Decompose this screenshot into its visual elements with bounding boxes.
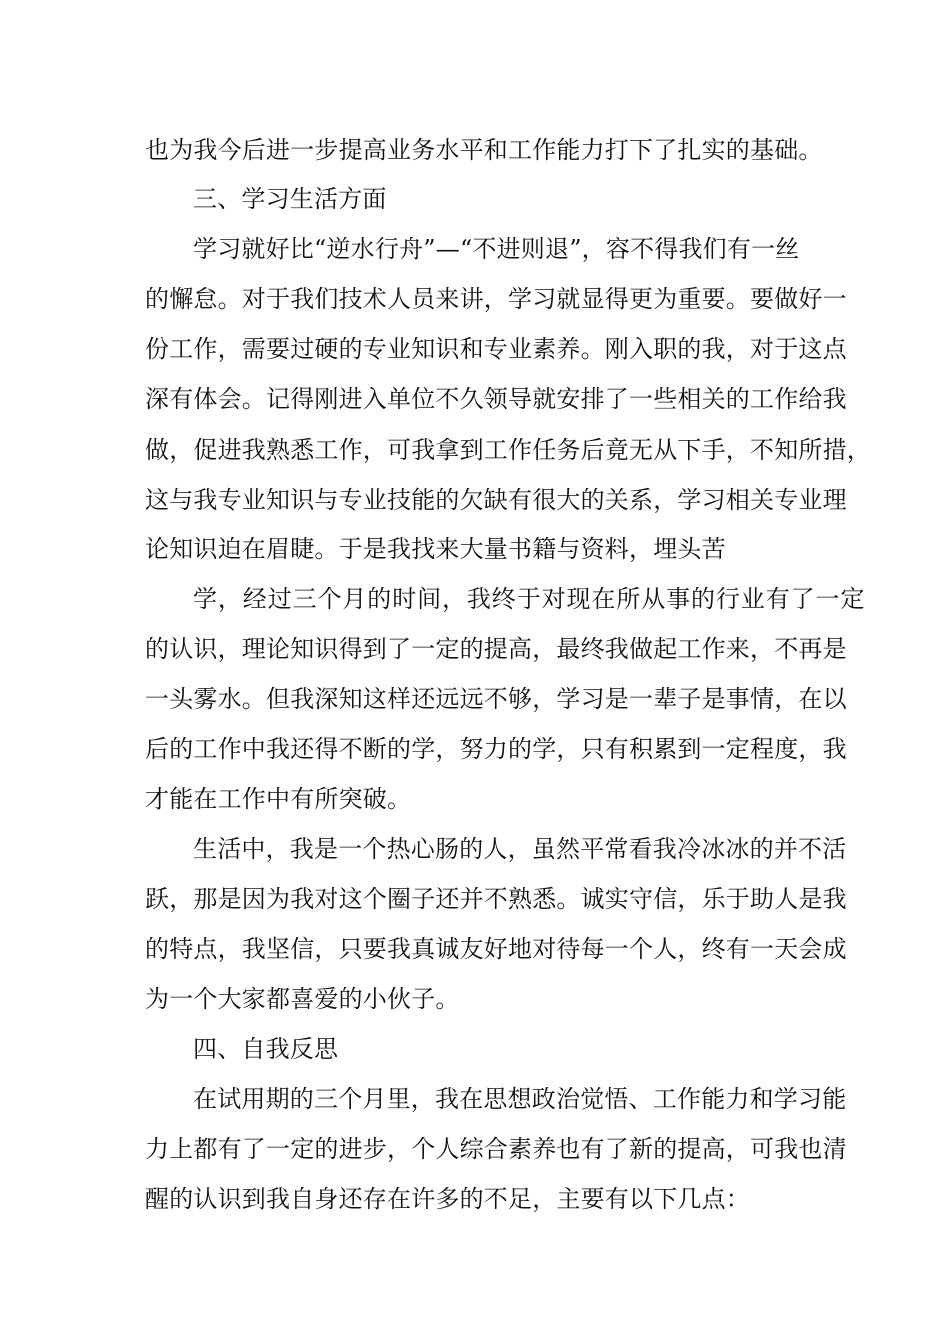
paragraph-line: 力上都有了一定的进步，个人综合素养也有了新的提高，可我也清 <box>145 1135 847 1163</box>
paragraph-line: 为一个大家都喜爱的小伙子。 <box>145 985 460 1013</box>
section-heading-study-life: 三、学习生活方面 <box>193 185 387 213</box>
paragraph-line: 学习就好比“逆水行舟”—“不进则退”，容不得我们有一丝 <box>193 235 800 263</box>
paragraph-line: 的懈怠。对于我们技术人员来讲，学习就显得更为重要。要做好一 <box>145 285 847 313</box>
paragraph-line: 也为我今后进一步提高业务水平和工作能力打下了扎实的基础。 <box>145 136 823 164</box>
paragraph-line: 这与我专业知识与专业技能的欠缺有很大的关系，学习相关专业理 <box>145 486 847 514</box>
paragraph-line: 后的工作中我还得不断的学，努力的学，只有积累到一定程度，我 <box>145 735 847 763</box>
paragraph-line: 的认识，理论知识得到了一定的提高，最终我做起工作来，不再是 <box>145 635 847 663</box>
paragraph-line: 醒的认识到我自身还存在许多的不足，主要有以下几点： <box>145 1185 750 1213</box>
paragraph-line: 跃，那是因为我对这个圈子还并不熟悉。诚实守信，乐于助人是我 <box>145 885 847 913</box>
paragraph-line: 才能在工作中有所突破。 <box>145 785 412 813</box>
paragraph-line: 深有体会。记得刚进入单位不久领导就安排了一些相关的工作给我 <box>145 385 847 413</box>
paragraph-line: 学，经过三个月的时间，我终于对现在所从事的行业有了一定 <box>193 585 866 613</box>
paragraph-line: 生活中，我是一个热心肠的人，虽然平常看我冷冰冰的并不活 <box>193 835 847 863</box>
paragraph-line: 做，促进我熟悉工作，可我拿到工作任务后竟无从下手，不知所措， <box>145 436 871 464</box>
paragraph-line: 在试用期的三个月里，我在思想政治觉悟、工作能力和学习能 <box>193 1085 847 1113</box>
paragraph-line: 份工作，需要过硬的专业知识和专业素养。刚入职的我，对于这点 <box>145 335 847 363</box>
paragraph-line: 一头雾水。但我深知这样还远远不够，学习是一辈子是事情，在以 <box>145 685 847 713</box>
paragraph-line: 论知识迫在眉睫。于是我找来大量书籍与资料，埋头苦 <box>145 535 726 563</box>
section-heading-self-reflection: 四、自我反思 <box>193 1035 339 1063</box>
paragraph-line: 的特点，我坚信，只要我真诚友好地对待每一个人，终有一天会成 <box>145 935 847 963</box>
